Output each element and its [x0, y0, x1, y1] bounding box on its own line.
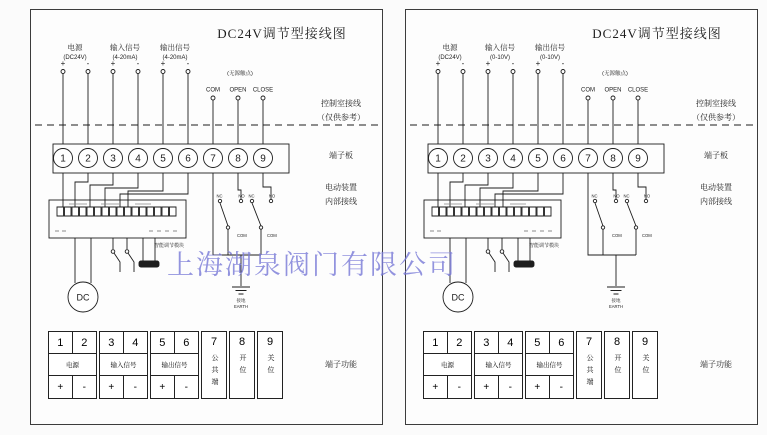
table-number-cell: 6 — [550, 332, 574, 354]
ground-label-en: EARTH — [608, 304, 624, 309]
polarity-sign: + — [435, 59, 441, 68]
table-number-cell: 5 — [151, 332, 175, 354]
terminal-number: 3 — [485, 153, 491, 165]
close-label: CLOSE — [252, 87, 274, 94]
control-room-wiring-label: 控制室接线 — [321, 99, 361, 108]
ground-symbol — [607, 255, 625, 294]
terminal-number: 6 — [560, 153, 566, 165]
polarity-sign: + — [110, 59, 116, 68]
terminal-strip — [57, 207, 176, 216]
actuator-label-line1: 电动装置 — [325, 183, 357, 192]
nc-label: NC — [591, 193, 598, 199]
open-label: OPEN — [229, 87, 247, 94]
fan-wires — [63, 173, 188, 207]
table-number-cell: 2 — [448, 332, 472, 354]
table-group-output — [525, 331, 574, 399]
table-group-power — [48, 331, 97, 399]
output-signal-column-label — [143, 43, 207, 63]
terminal-function-table — [48, 331, 283, 399]
lead-terminal-dot — [636, 96, 640, 100]
table-group-cell: 输入信号 — [100, 354, 147, 376]
ground-label-cn: 接地 — [236, 298, 246, 303]
lead-terminal-dot — [461, 70, 465, 74]
polarity-sign: + — [485, 59, 491, 68]
table-sign-cell: + — [49, 376, 73, 398]
power-label: 电源 — [67, 43, 83, 52]
switch-contact — [269, 199, 272, 202]
input-signal-spec: (4-20mA) — [112, 55, 138, 61]
com-label: COM — [206, 87, 220, 94]
terminal-number: 4 — [510, 153, 516, 165]
polarity-sign: + — [60, 59, 66, 68]
wiring-panel-right — [405, 9, 758, 425]
open-label: OPEN — [604, 87, 622, 94]
table-number-cell: 4 — [499, 332, 523, 354]
com-pivot-label: COM — [267, 233, 277, 238]
output-signal-spec: (4-20mA) — [162, 55, 188, 61]
motor-wires — [75, 238, 91, 283]
lead-terminal-dot — [211, 96, 215, 100]
table-number-cell: 9 — [641, 336, 649, 348]
input-signal-label: 输入信号 — [485, 43, 515, 52]
com-pivot-label: COM — [642, 233, 652, 238]
input-signal-spec: (0-10V) — [489, 55, 510, 61]
table-number-cell: 3 — [475, 332, 499, 354]
lead-terminal-dot — [511, 70, 515, 74]
table-group-output — [150, 331, 199, 399]
capacitor-wires — [143, 238, 155, 261]
lead-terminal-dot — [536, 70, 540, 74]
terminal-number: 2 — [85, 153, 91, 165]
limit-contact-wires — [113, 238, 134, 272]
switch-contact — [614, 199, 617, 202]
fan-wires — [438, 173, 563, 207]
power-label: 电源 — [442, 43, 458, 52]
polarity-sign: - — [186, 59, 190, 68]
terminal-number: 8 — [610, 153, 616, 165]
table-number-cell: 9 — [266, 336, 274, 348]
input-signal-label: 输入信号 — [110, 43, 140, 52]
terminal-number: 1 — [435, 153, 441, 165]
table-number-cell: 8 — [613, 336, 621, 348]
table-vertical-cell: 关位 — [267, 354, 274, 378]
table-sign-cell: - — [559, 381, 563, 393]
lead-terminal-dot — [86, 70, 90, 74]
close-label: CLOSE — [627, 87, 649, 94]
table-number-cell: 8 — [238, 336, 246, 348]
switch-contact — [239, 199, 242, 202]
table-number-cell: 1 — [424, 332, 448, 354]
terminal-number: 7 — [210, 153, 216, 165]
page-title: DC24V调节型接线图 — [592, 26, 722, 41]
switch-pivot — [259, 226, 262, 229]
terminal-number: 2 — [460, 153, 466, 165]
table-col-close — [632, 331, 658, 399]
wiring-panel-left — [30, 9, 383, 425]
polarity-sign: + — [160, 59, 166, 68]
output-signal-label: 输出信号 — [535, 43, 565, 52]
table-sign-cell: - — [457, 381, 461, 393]
contact-dot — [125, 250, 129, 254]
table-number-cell: 5 — [526, 332, 550, 354]
table-group-cell: 电源 — [49, 354, 96, 376]
page-title: DC24V调节型接线图 — [217, 26, 347, 41]
watermark-text: 上海湖泉阀门有限公司 — [167, 250, 457, 280]
actuator-label-line2: 内部接线 — [325, 197, 357, 206]
lead-terminal-dot — [561, 70, 565, 74]
table-number-cell: 7 — [210, 336, 218, 348]
table-sign-cell: + — [151, 376, 175, 398]
table-number-cell: 2 — [73, 332, 97, 354]
capacitor-body — [139, 261, 159, 267]
dry-contact-note: (无源触点) — [227, 71, 253, 77]
terminal-number: 7 — [585, 153, 591, 165]
contact-dot — [500, 250, 504, 254]
table-vertical-cell: 关位 — [642, 354, 649, 378]
lead-terminal-dot — [186, 70, 190, 74]
table-sign-cell: + — [100, 376, 124, 398]
table-col-open — [229, 331, 255, 399]
top-lead-wires — [438, 73, 638, 144]
table-number-cell: 7 — [585, 336, 593, 348]
table-sign-cell: - — [508, 381, 512, 393]
terminal-number: 9 — [260, 153, 266, 165]
nc-label: NC — [623, 193, 630, 199]
table-group-power — [423, 331, 472, 399]
terminal-function-label: 端子功能 — [325, 360, 357, 369]
limit-contact-wires — [488, 238, 509, 272]
lead-terminal-dot — [611, 96, 615, 100]
table-vertical-cell: 公共端 — [211, 354, 218, 390]
com-label: COM — [581, 87, 595, 94]
lead-terminal-dot — [586, 96, 590, 100]
table-sign-cell: + — [475, 376, 499, 398]
com-pivot-label: COM — [612, 233, 622, 238]
switch-pivot — [226, 226, 229, 229]
table-group-input — [474, 331, 523, 399]
switch-contact — [218, 199, 221, 202]
table-sign-cell: - — [133, 381, 137, 393]
actuator-label-line1: 电动装置 — [700, 183, 732, 192]
motor-label: DC — [451, 292, 465, 303]
terminal-board-label: 端子板 — [704, 151, 728, 160]
terminal-number: 4 — [135, 153, 141, 165]
polarity-sign: - — [561, 59, 565, 68]
table-col-common — [576, 331, 602, 399]
module-box — [424, 200, 561, 238]
table-group-cell: 电源 — [424, 354, 471, 376]
switch-contact — [593, 199, 596, 202]
capacitor-body — [514, 261, 534, 267]
polarity-sign: + — [535, 59, 541, 68]
terminal-number: 6 — [185, 153, 191, 165]
table-sign-cell: + — [424, 376, 448, 398]
lead-terminal-dot — [111, 70, 115, 74]
terminal-number: 5 — [160, 153, 166, 165]
table-group-cell: 输出信号 — [151, 354, 198, 376]
lead-terminal-dot — [61, 70, 65, 74]
table-sign-cell: + — [526, 376, 550, 398]
terminal-number: 8 — [235, 153, 241, 165]
module-label: 智能调节模块 — [528, 243, 560, 249]
polarity-sign: - — [136, 59, 140, 68]
output-signal-spec: (0-10V) — [539, 55, 560, 61]
polarity-sign: - — [511, 59, 515, 68]
diagram-text — [435, 59, 652, 309]
terminal-function-table — [423, 331, 658, 399]
top-lead-wires — [63, 73, 263, 144]
table-number-cell: 3 — [100, 332, 124, 354]
table-col-close — [257, 331, 283, 399]
switch-pivot — [634, 226, 637, 229]
lead-terminal-dot — [136, 70, 140, 74]
terminal-number: 9 — [635, 153, 641, 165]
module-box — [49, 200, 186, 238]
switch-contact — [644, 199, 647, 202]
reference-note: （仅供参考） — [317, 113, 365, 122]
polarity-sign: - — [86, 59, 90, 68]
control-room-wiring-label: 控制室接线 — [696, 99, 736, 108]
lead-terminal-dot — [236, 96, 240, 100]
ground-label-en: EARTH — [233, 304, 249, 309]
no-label: NO — [643, 193, 651, 199]
output-signal-label: 输出信号 — [160, 43, 190, 52]
switch-contact — [625, 199, 628, 202]
actuator-label-line2: 内部接线 — [700, 197, 732, 206]
contact-dot — [486, 250, 490, 254]
reference-note: （仅供参考） — [692, 113, 740, 122]
table-number-cell: 6 — [175, 332, 199, 354]
nc-label: NC — [248, 193, 255, 199]
no-label: NO — [268, 193, 276, 199]
table-vertical-cell: 开位 — [614, 354, 621, 378]
dry-contact-note: (无源触点) — [602, 71, 628, 77]
lead-terminal-dot — [161, 70, 165, 74]
table-vertical-cell: 开位 — [239, 354, 246, 378]
nc-label: NC — [216, 193, 223, 199]
contact-dot — [111, 250, 115, 254]
lead-terminal-dot — [436, 70, 440, 74]
table-number-cell: 4 — [124, 332, 148, 354]
table-group-cell: 输出信号 — [526, 354, 573, 376]
capacitor-wires — [518, 238, 530, 261]
ground-label-cn: 接地 — [611, 298, 621, 303]
table-group-input — [99, 331, 148, 399]
module-label: 智能调节模块 — [153, 243, 185, 249]
table-number-cell: 1 — [49, 332, 73, 354]
switch-wires — [588, 173, 646, 255]
terminal-function-label: 端子功能 — [700, 360, 732, 369]
switch-contact — [250, 199, 253, 202]
output-signal-column-label — [518, 43, 582, 63]
terminal-number: 5 — [535, 153, 541, 165]
polarity-sign: - — [461, 59, 465, 68]
power-spec: (DC24V) — [63, 55, 87, 61]
lead-terminal-dot — [486, 70, 490, 74]
table-group-cell: 输入信号 — [475, 354, 522, 376]
com-pivot-label: COM — [237, 233, 247, 238]
terminal-board-label: 端子板 — [329, 151, 353, 160]
table-vertical-cell: 公共端 — [586, 354, 593, 390]
motor-label: DC — [76, 292, 90, 303]
terminal-number: 1 — [60, 153, 66, 165]
switch-pivot — [601, 226, 604, 229]
table-col-open — [604, 331, 630, 399]
terminal-strip — [432, 207, 551, 216]
table-col-common — [201, 331, 227, 399]
no-label: NO — [238, 193, 245, 199]
terminal-number: 3 — [110, 153, 116, 165]
lead-terminal-dot — [261, 96, 265, 100]
no-label: NO — [613, 193, 620, 199]
table-sign-cell: - — [82, 381, 86, 393]
power-spec: (DC24V) — [438, 55, 462, 61]
table-sign-cell: - — [184, 381, 188, 393]
